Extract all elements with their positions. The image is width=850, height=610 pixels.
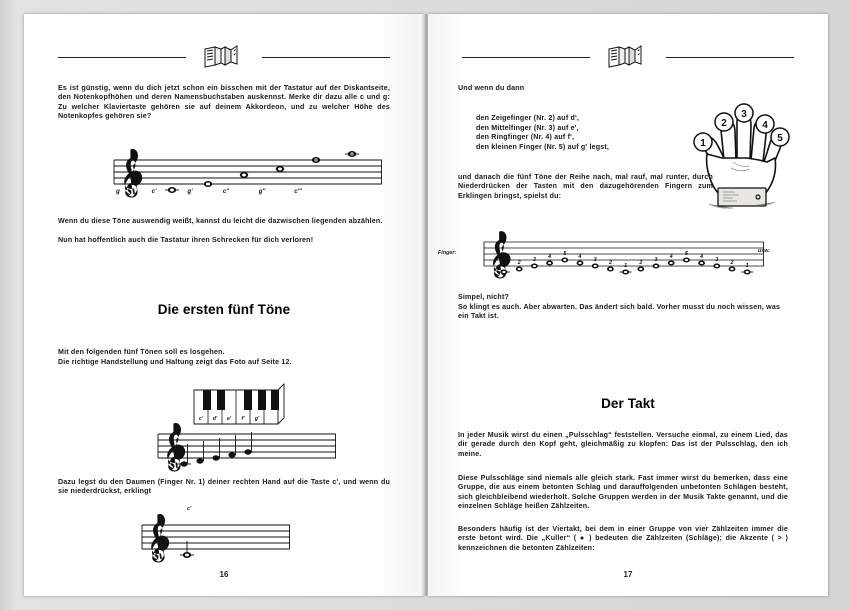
finger-line: den kleinen Finger (Nr. 5) auf g' legst, — [476, 142, 610, 151]
finger-assignment-list — [476, 114, 716, 152]
right-intro: Und wenn du dann — [458, 84, 525, 92]
note-label: g'' — [258, 189, 266, 195]
left-page-number: 16 — [219, 570, 229, 579]
right-paragraph-after-fingers: und danach die fünf Töne der Reihe nach, mal rauf, mal runter, durch Niederdrücken der Tasten mit den dazugehörenden Fingern zum Erklingen bringst, spielst du: — [458, 173, 713, 200]
finger-line: den Ringfinger (Nr. 4) auf f', — [476, 133, 575, 142]
takt-p2-e: . — [587, 501, 590, 510]
simpel-line1: Simpel, nicht? — [458, 293, 509, 301]
staff-finger-exercise — [468, 236, 788, 276]
finger-line: den Zeigefinger (Nr. 2) auf d', — [476, 114, 580, 122]
svg-text:2: 2 — [517, 260, 521, 266]
note-label: c' — [151, 189, 157, 195]
svg-text:g': g' — [254, 416, 260, 422]
simpel-line2: So klingt es auch. Aber abwarten. Das ändert sich bald. Vorher musst du noch wissen, was ein Takt ist. — [458, 303, 781, 321]
takt-p2-bold-zaehlzeiten: Zählzeiten — [550, 501, 588, 510]
svg-text:4: 4 — [762, 120, 768, 131]
header-rule-left — [462, 57, 590, 58]
svg-text:2: 2 — [608, 260, 612, 266]
left-page-header — [58, 44, 390, 70]
final-note-label: c' — [187, 506, 192, 512]
note-label: g — [116, 189, 120, 195]
right-heading: Der Takt — [601, 396, 655, 411]
takt-p3-c: , bei dem in einer Gruppe von vier Zählzeiten immer die erste betont wird. Die „Kuller“ ( ● ) bedeuten die Zählzeiten (Schläge); die Akzente ( > ) kennzeichnen die betonten Zählzeiten: — [458, 525, 788, 552]
staff-landmark-notes — [84, 152, 384, 204]
svg-text:3: 3 — [532, 257, 536, 263]
takt-p3-a: Besonders häufig ist der — [458, 525, 553, 533]
staff-finger-label: Finger: — [438, 250, 457, 256]
header-rule-right — [666, 57, 794, 58]
header-rule-left — [58, 57, 186, 58]
svg-text:4: 4 — [548, 254, 552, 260]
note-label: c''' — [294, 189, 302, 195]
accordion-icon — [605, 44, 651, 70]
staff-final-note — [132, 519, 292, 559]
takt-paragraph-3 — [458, 525, 788, 553]
left-paragraph-2-line2: Nun hat hoffentlich auch die Tastatur ihren Schrecken für dich verloren! — [58, 236, 314, 244]
takt-paragraph-2 — [458, 474, 788, 511]
svg-text:4: 4 — [578, 254, 582, 260]
svg-text:e': e' — [226, 416, 232, 422]
left-page — [24, 14, 424, 596]
right-page — [428, 14, 828, 596]
takt-p2-bold-takte: Takte — [706, 492, 726, 501]
svg-text:d': d' — [212, 416, 218, 422]
right-page-header — [462, 44, 794, 70]
svg-text:1: 1 — [502, 263, 506, 269]
svg-text:2: 2 — [730, 260, 734, 266]
takt-paragraph-1: In jeder Musik wirst du einen „Pulsschlag“ feststellen. Versuche einmal, zu einem Lied, das dir gerade durch den Kopf geht, gleichmäßig zu klopfen: Das ist der Pulsschlag, den ich meine. — [458, 431, 788, 458]
takt-p2-a: Diese Pulsschläge sind niemals alle gleich stark. Fast immer wirst du bemerken, dass eine Gruppe, die aus einem betonten Schlag und darauffolgenden unbetonten Schlägen besteht, sich gleichbleibend wiederholt. Solche Gruppen werden in der Musik — [458, 474, 788, 501]
staff-first-five-notes — [148, 424, 338, 468]
svg-text:3: 3 — [593, 257, 597, 263]
svg-text:3: 3 — [741, 109, 747, 120]
svg-text:1: 1 — [624, 263, 628, 269]
svg-text:3: 3 — [654, 257, 658, 263]
svg-text:f': f' — [241, 416, 245, 422]
header-rule-right — [262, 57, 390, 58]
svg-text:2: 2 — [639, 260, 643, 266]
note-label: c'' — [222, 189, 230, 195]
takt-p2-c: genannt, und die einzelnen Schläge heißen — [458, 492, 788, 510]
note-label: g' — [187, 189, 193, 195]
left-paragraph-1: Es ist günstig, wenn du dich jetzt schon ein bisschen mit der Tastatur auf der Diskantseite, den Notenkopfhöhen und deren Namensbuchstaben auskennst. Merke dir dazu alle c und g: Zu welcher Klaviertaste gehören sie auf deinem Akkordeon, und zu welcher Höhe des Notenkopfes gehören sie? — [58, 84, 390, 120]
svg-text:5: 5 — [777, 133, 783, 144]
right-page-number: 17 — [623, 570, 633, 579]
staff-end-label: usw. — [758, 248, 770, 254]
svg-text:c': c' — [198, 416, 204, 422]
accordion-icon — [201, 44, 247, 70]
left-heading: Die ersten fünf Töne — [157, 302, 291, 317]
left-paragraph-3-line2: Die richtige Handstellung und Haltung zeigt das Foto auf Seite 12. — [58, 358, 292, 366]
svg-text:1: 1 — [700, 138, 706, 149]
left-paragraph-4: Dazu legst du den Daumen (Finger Nr. 1) deiner rechten Hand auf die Taste c', und wenn du sie niederdrückst, erklingt — [58, 478, 390, 496]
svg-text:5: 5 — [563, 251, 567, 257]
left-paragraph-2-line1: Wenn du diese Töne auswendig weißt, kannst du leicht die dazwischen liegenden abzählen. — [58, 217, 383, 225]
left-paragraph-3-line1: Mit den folgenden fünf Tönen soll es losgehen. — [58, 348, 225, 356]
finger-line: den Mittelfinger (Nr. 3) auf e', — [476, 123, 579, 132]
svg-text:4: 4 — [669, 254, 673, 260]
svg-text:1: 1 — [745, 263, 749, 269]
takt-p3-bold-viertakt: Viertakt — [552, 525, 580, 533]
svg-text:2: 2 — [721, 118, 727, 129]
svg-text:5: 5 — [684, 251, 688, 257]
svg-text:3: 3 — [715, 257, 719, 263]
svg-text:4: 4 — [700, 254, 704, 260]
staff-note-labels — [100, 189, 316, 195]
